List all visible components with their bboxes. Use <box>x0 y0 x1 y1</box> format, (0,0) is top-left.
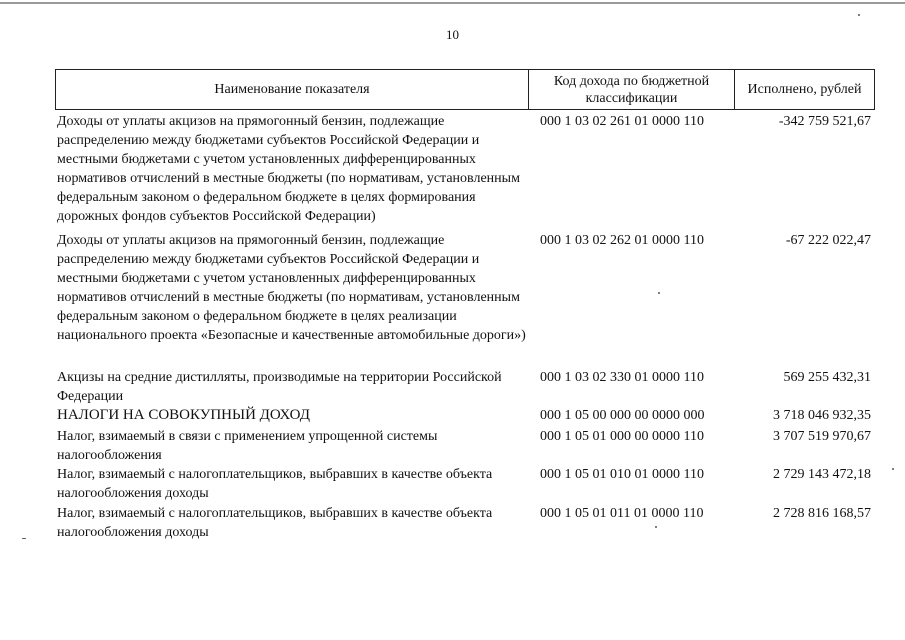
row-amount: 569 255 432,31 <box>783 370 871 385</box>
row-name: Налог, взимаемый с налогоплательщиков, выбравших в качестве объекта налогообложения доходы <box>57 506 493 540</box>
header-code: Код дохода по бюджетной классификации <box>528 70 734 109</box>
row-name: Доходы от уплаты акцизов на прямогонный бензин, подлежащие распределению между бюджетами субъектов Российской Федерации и местными бюджетами с учетом установленных дифференцированных нормативов отчислений в местные бюджеты (по нормативам, установленным федеральным законом о федеральном бюджете в целях формирования дорожных фондов субъектов Российской Федерации) <box>57 114 520 224</box>
row-code: 000 1 03 02 261 01 0000 110 <box>540 114 704 129</box>
row-amount: -342 759 521,67 <box>778 114 871 129</box>
scan-top-edge <box>0 2 905 4</box>
row-name: Доходы от уплаты акцизов на прямогонный бензин, подлежащие распределению между бюджетами субъектов Российской Федерации и местными бюджетами с учетом установленных дифференцированных нормативов отчислений в местные бюджеты (по нормативам, установленным федеральным законом о федеральном бюджете в целях реализации национального проекта «Безопасные и качественные автомобильные дороги») <box>57 233 526 343</box>
header-name: Наименование показателя <box>55 70 528 109</box>
scan-speck <box>892 468 894 470</box>
page-number: 10 <box>446 27 459 42</box>
row-amount: 3 707 519 970,67 <box>773 429 871 444</box>
row-amount: 2 728 816 168,57 <box>773 506 871 521</box>
row-code: 000 1 05 01 011 01 0000 110 <box>540 506 704 521</box>
row-amount: 3 718 046 932,35 <box>773 408 871 423</box>
row-code: 000 1 05 00 000 00 0000 000 <box>540 408 705 423</box>
table-header <box>55 69 875 110</box>
scan-speck <box>22 538 26 539</box>
row-code: 000 1 03 02 330 01 0000 110 <box>540 370 704 385</box>
header-amount: Исполнено, рублей <box>734 70 875 109</box>
row-code: 000 1 03 02 262 01 0000 110 <box>540 233 704 248</box>
row-code: 000 1 05 01 000 00 0000 110 <box>540 429 704 444</box>
row-name: Налог, взимаемый в связи с применением упрощенной системы налогообложения <box>57 429 438 463</box>
scan-speck <box>658 292 660 294</box>
row-name: НАЛОГИ НА СОВОКУПНЫЙ ДОХОД <box>57 407 310 423</box>
row-name: Акцизы на средние дистилляты, производимые на территории Российской Федерации <box>57 370 502 404</box>
scan-speck <box>858 14 860 16</box>
row-code: 000 1 05 01 010 01 0000 110 <box>540 467 704 482</box>
row-amount: -67 222 022,47 <box>785 233 871 248</box>
row-amount: 2 729 143 472,18 <box>773 467 871 482</box>
scan-speck <box>655 526 657 528</box>
row-name: Налог, взимаемый с налогоплательщиков, выбравших в качестве объекта налогообложения доходы <box>57 467 493 501</box>
